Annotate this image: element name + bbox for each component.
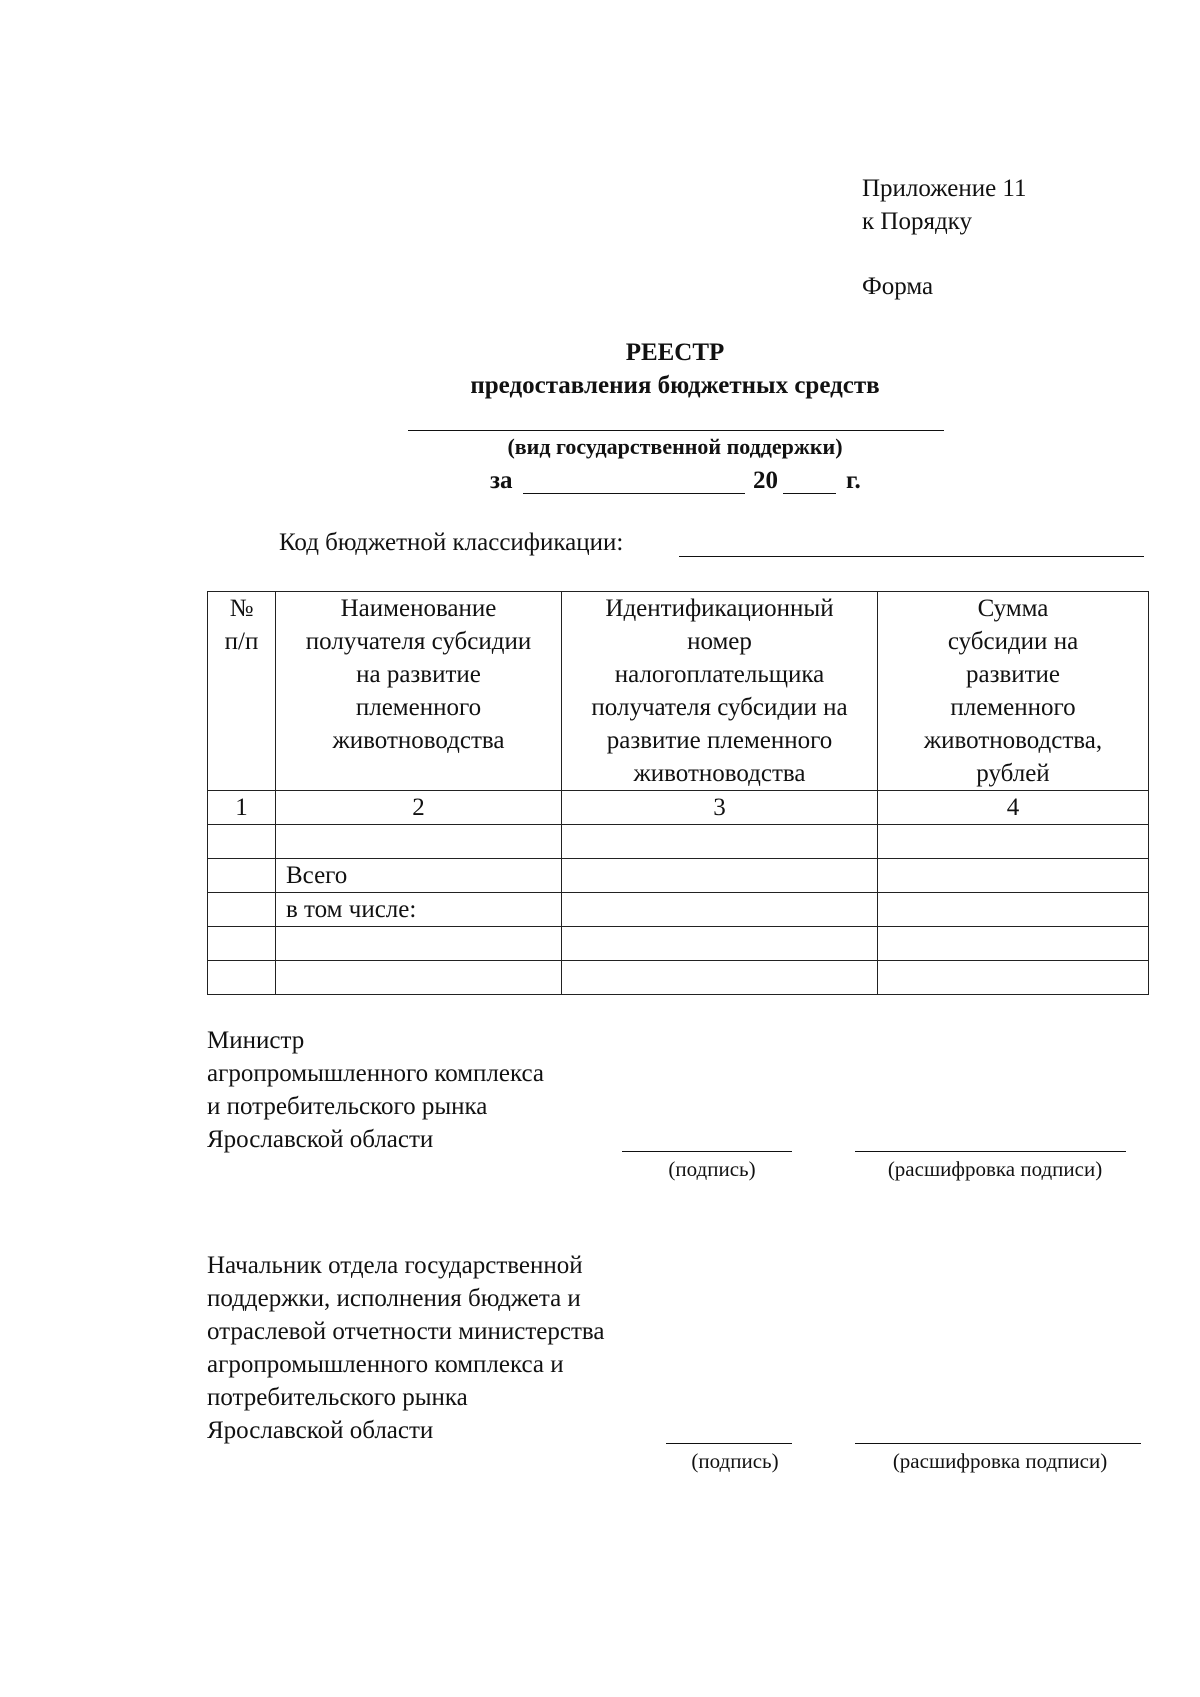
- signer1-transcript-blank[interactable]: [855, 1151, 1126, 1152]
- signer2-title-line: поддержки, исполнения бюджета и: [207, 1285, 581, 1312]
- column-number: 4: [878, 791, 1149, 825]
- support-type-caption: (вид государственной поддержки): [507, 434, 843, 459]
- table-cell[interactable]: [208, 825, 276, 859]
- table-cell[interactable]: [878, 961, 1149, 995]
- registry-table: [207, 591, 1149, 995]
- budget-code-label: Код бюджетной классификации:: [279, 529, 624, 556]
- table-cell[interactable]: [878, 927, 1149, 961]
- to-order-label: к Порядку: [862, 208, 972, 235]
- table-cell[interactable]: [276, 825, 562, 859]
- signer2-title-line: Начальник отдела государственной: [207, 1252, 583, 1279]
- total-label: Всего: [276, 859, 562, 893]
- year-prefix: 20: [753, 467, 778, 494]
- table-row: [208, 825, 1149, 859]
- signer1-title-line: Ярославской области: [207, 1126, 434, 1153]
- year-suffix: г.: [846, 467, 861, 494]
- table-cell[interactable]: [878, 825, 1149, 859]
- period-blank: [523, 493, 745, 494]
- budget-code-blank: [679, 556, 1144, 557]
- column-number: 3: [562, 791, 878, 825]
- table-cell[interactable]: [276, 927, 562, 961]
- table-row-total: [208, 859, 1149, 893]
- table-cell[interactable]: [562, 927, 878, 961]
- table-cell[interactable]: [208, 893, 276, 927]
- period-prefix: за: [490, 467, 513, 494]
- document-title: РЕЕСТР: [625, 339, 725, 366]
- table-cell[interactable]: [562, 961, 878, 995]
- signer2-transcript-caption: (расшифровка подписи): [892, 1449, 1108, 1473]
- table-row: [208, 961, 1149, 995]
- document-subtitle: предоставления бюджетных средств: [470, 372, 880, 399]
- signer2-signature-blank[interactable]: [666, 1443, 792, 1444]
- header-taxpayer-id: Идентификационный номер налогоплательщика получателя субсидии на развитие племенного животноводства: [562, 592, 878, 791]
- table-cell[interactable]: [208, 961, 276, 995]
- signer1-signature-blank[interactable]: [622, 1151, 792, 1152]
- form-label: Форма: [862, 273, 934, 300]
- including-label: в том числе:: [276, 893, 562, 927]
- column-number: 1: [208, 791, 276, 825]
- table-cell[interactable]: [878, 859, 1149, 893]
- signer2-transcript-blank[interactable]: [855, 1443, 1141, 1444]
- column-number-row: [208, 791, 1149, 825]
- signer2-title-line: потребительского рынка: [207, 1384, 468, 1411]
- table-cell[interactable]: [878, 893, 1149, 927]
- table-row: [208, 927, 1149, 961]
- signer1-title-line: и потребительского рынка: [207, 1093, 488, 1120]
- signer2-signature-caption: (подпись): [691, 1449, 779, 1473]
- signer1-title-line: агропромышленного комплекса: [207, 1060, 545, 1087]
- table-cell[interactable]: [562, 859, 878, 893]
- signer1-transcript-caption: (расшифровка подписи): [887, 1157, 1103, 1181]
- table-cell[interactable]: [208, 859, 276, 893]
- table-cell[interactable]: [562, 825, 878, 859]
- table-cell[interactable]: [562, 893, 878, 927]
- table-header-row: [208, 592, 1149, 791]
- table-row-including: [208, 893, 1149, 927]
- signer1-signature-caption: (подпись): [668, 1157, 756, 1181]
- signer2-title-line: агропромышленного комплекса и: [207, 1351, 564, 1378]
- table-cell[interactable]: [276, 961, 562, 995]
- support-type-blank: [408, 430, 944, 431]
- signer2-title-line: отраслевой отчетности министерства: [207, 1318, 605, 1345]
- table-cell[interactable]: [208, 927, 276, 961]
- signer2-title-line: Ярославской области: [207, 1417, 434, 1444]
- appendix-label: Приложение 11: [862, 175, 1027, 202]
- header-number: № п/п: [208, 592, 276, 791]
- header-subsidy-amount: Сумма субсидии на развитие племенного животноводства, рублей: [878, 592, 1149, 791]
- signer1-title-line: Министр: [207, 1027, 305, 1054]
- year-blank: [783, 493, 836, 494]
- header-recipient-name: Наименование получателя субсидии на развитие племенного животноводства: [276, 592, 562, 791]
- column-number: 2: [276, 791, 562, 825]
